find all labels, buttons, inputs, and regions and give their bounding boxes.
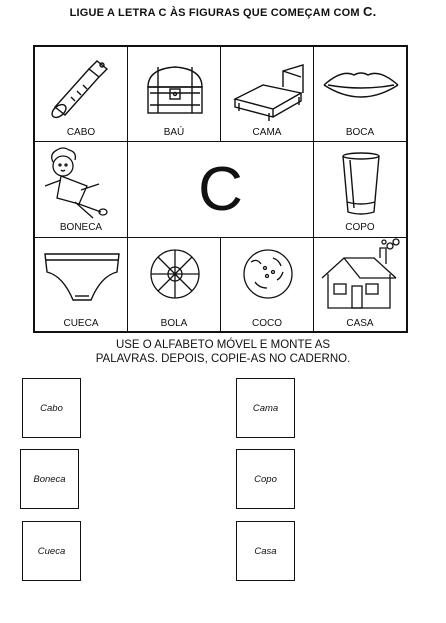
word-box-cama[interactable]: Cama bbox=[236, 378, 295, 438]
label-copo: COPO bbox=[345, 222, 375, 233]
cell-cabo[interactable] bbox=[34, 46, 128, 142]
cell-casa[interactable] bbox=[313, 237, 407, 332]
cabo-handle-icon bbox=[35, 47, 129, 127]
word-box-cueca[interactable]: Cueca bbox=[22, 521, 81, 581]
label-boca: BOCA bbox=[345, 127, 375, 138]
chest-icon bbox=[128, 47, 222, 127]
word-box-cabo[interactable]: Cabo bbox=[22, 378, 81, 438]
word-box-boneca[interactable]: Boneca bbox=[20, 449, 79, 509]
cell-bola[interactable] bbox=[127, 237, 221, 332]
cell-boneca[interactable] bbox=[34, 141, 128, 238]
lips-icon bbox=[314, 47, 408, 127]
ball-icon bbox=[128, 238, 222, 316]
label-cama: CAMA bbox=[252, 127, 282, 138]
label-boneca: BONECA bbox=[59, 222, 103, 233]
cell-center-letter bbox=[127, 141, 314, 238]
cell-cama[interactable] bbox=[220, 46, 314, 142]
word-box-copo[interactable]: Copo bbox=[236, 449, 295, 509]
house-icon bbox=[314, 238, 408, 316]
cell-bau[interactable] bbox=[127, 46, 221, 142]
cell-copo[interactable] bbox=[313, 141, 407, 238]
cell-boca[interactable] bbox=[313, 46, 407, 142]
label-bau: BAÚ bbox=[163, 127, 185, 138]
coconut-icon bbox=[221, 238, 315, 316]
title-letter: C. bbox=[362, 4, 377, 19]
title-text: LIGUE A LETRA C ÀS FIGURAS QUE COMEÇAM COM bbox=[69, 7, 363, 19]
instructions-line1: USE O ALFABETO MÓVEL E MONTE AS bbox=[115, 339, 331, 351]
label-bola: BOLA bbox=[160, 318, 188, 329]
picture-grid bbox=[33, 45, 408, 333]
label-casa: CASA bbox=[346, 318, 374, 329]
doll-icon bbox=[35, 142, 129, 222]
bed-icon bbox=[221, 47, 315, 127]
page-title bbox=[0, 4, 446, 19]
glass-icon bbox=[314, 142, 408, 222]
label-cueca: CUECA bbox=[63, 318, 99, 329]
word-box-casa[interactable]: Casa bbox=[236, 521, 295, 581]
instructions bbox=[0, 338, 446, 366]
instructions-line2: PALAVRAS. DEPOIS, COPIE-AS NO CADERNO. bbox=[95, 353, 351, 365]
label-coco: COCO bbox=[252, 318, 282, 329]
underwear-icon bbox=[35, 238, 129, 316]
center-letter: C bbox=[198, 155, 243, 224]
cell-cueca[interactable] bbox=[34, 237, 128, 332]
cell-coco[interactable] bbox=[220, 237, 314, 332]
label-cabo: CABO bbox=[66, 127, 96, 138]
